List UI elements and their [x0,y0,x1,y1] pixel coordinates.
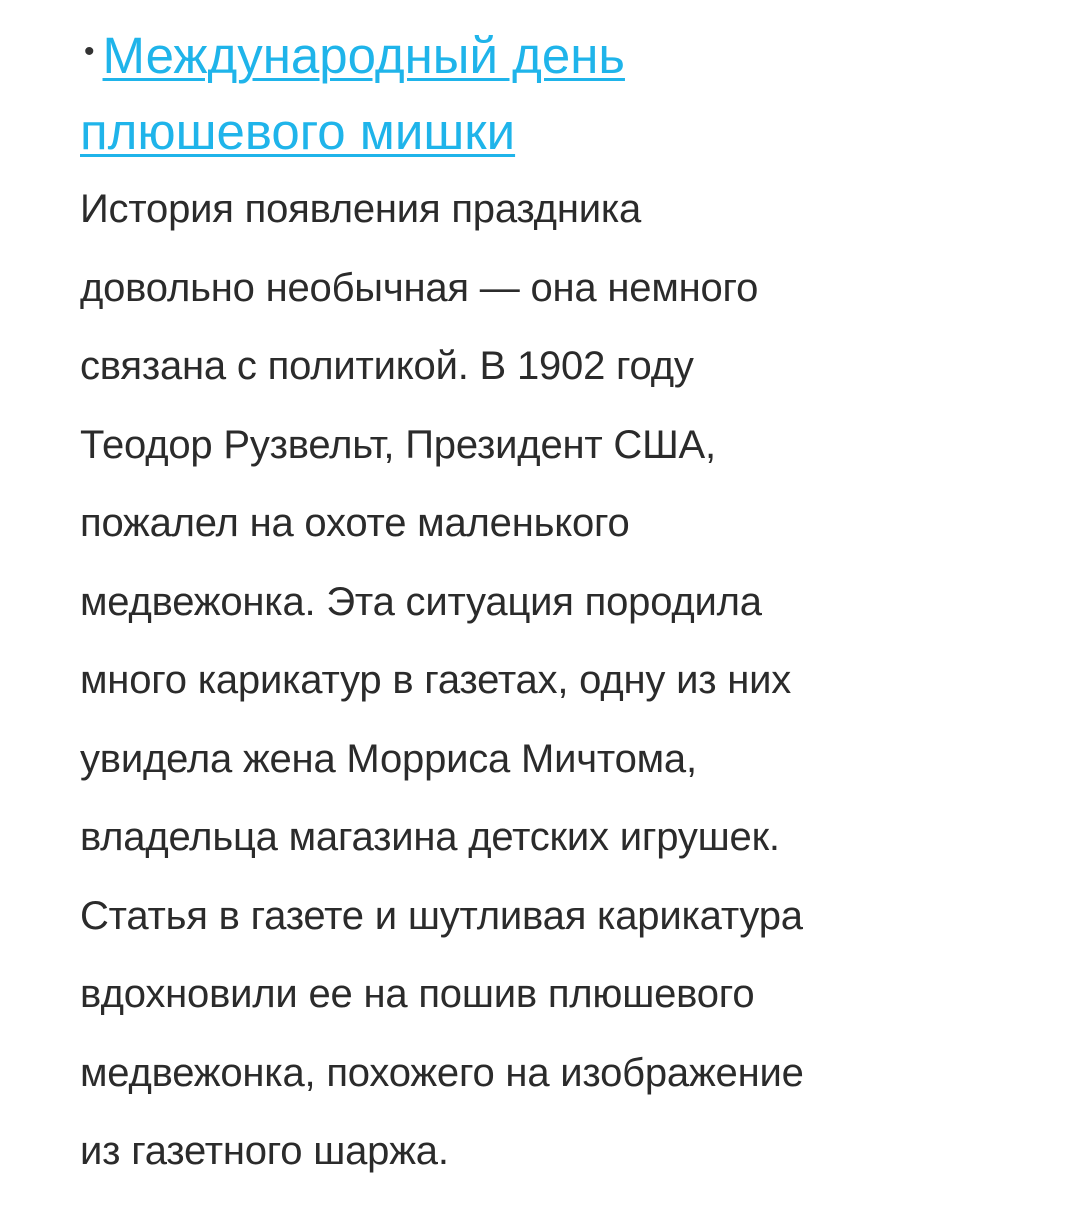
body-line: много карикатур в газетах, одну из них [80,658,792,702]
body-line: увидела жена Морриса Мичтома, [80,736,697,781]
holiday-link[interactable]: Международный день [102,27,625,84]
body-line: медвежонка. Эта ситуация породила [80,579,762,624]
body-line: довольно необычная — она немного [80,265,759,310]
body-line: Статья в газете и шутливая карикатура [80,893,803,938]
article-heading [80,14,1040,170]
body-line: вдохновили ее на пошив плюшевого [80,972,755,1016]
body-line: связана с политикой. В 1902 году [80,344,694,388]
article-body [80,170,1040,1191]
holiday-link-continuation[interactable]: плюшевого мишки [80,103,516,160]
body-line: медвежонка, похожего на изображение [80,1050,804,1095]
body-line: пожалел на охоте маленького [80,501,630,545]
bullet-marker: • [84,35,95,68]
body-line: из газетного шаржа. [80,1129,449,1173]
body-line: владельца магазина детских игрушек. [80,815,780,859]
body-line: Теодор Рузвельт, Президент США, [80,422,716,467]
article-content [80,14,1040,1191]
body-line: История появления праздника [80,187,642,231]
